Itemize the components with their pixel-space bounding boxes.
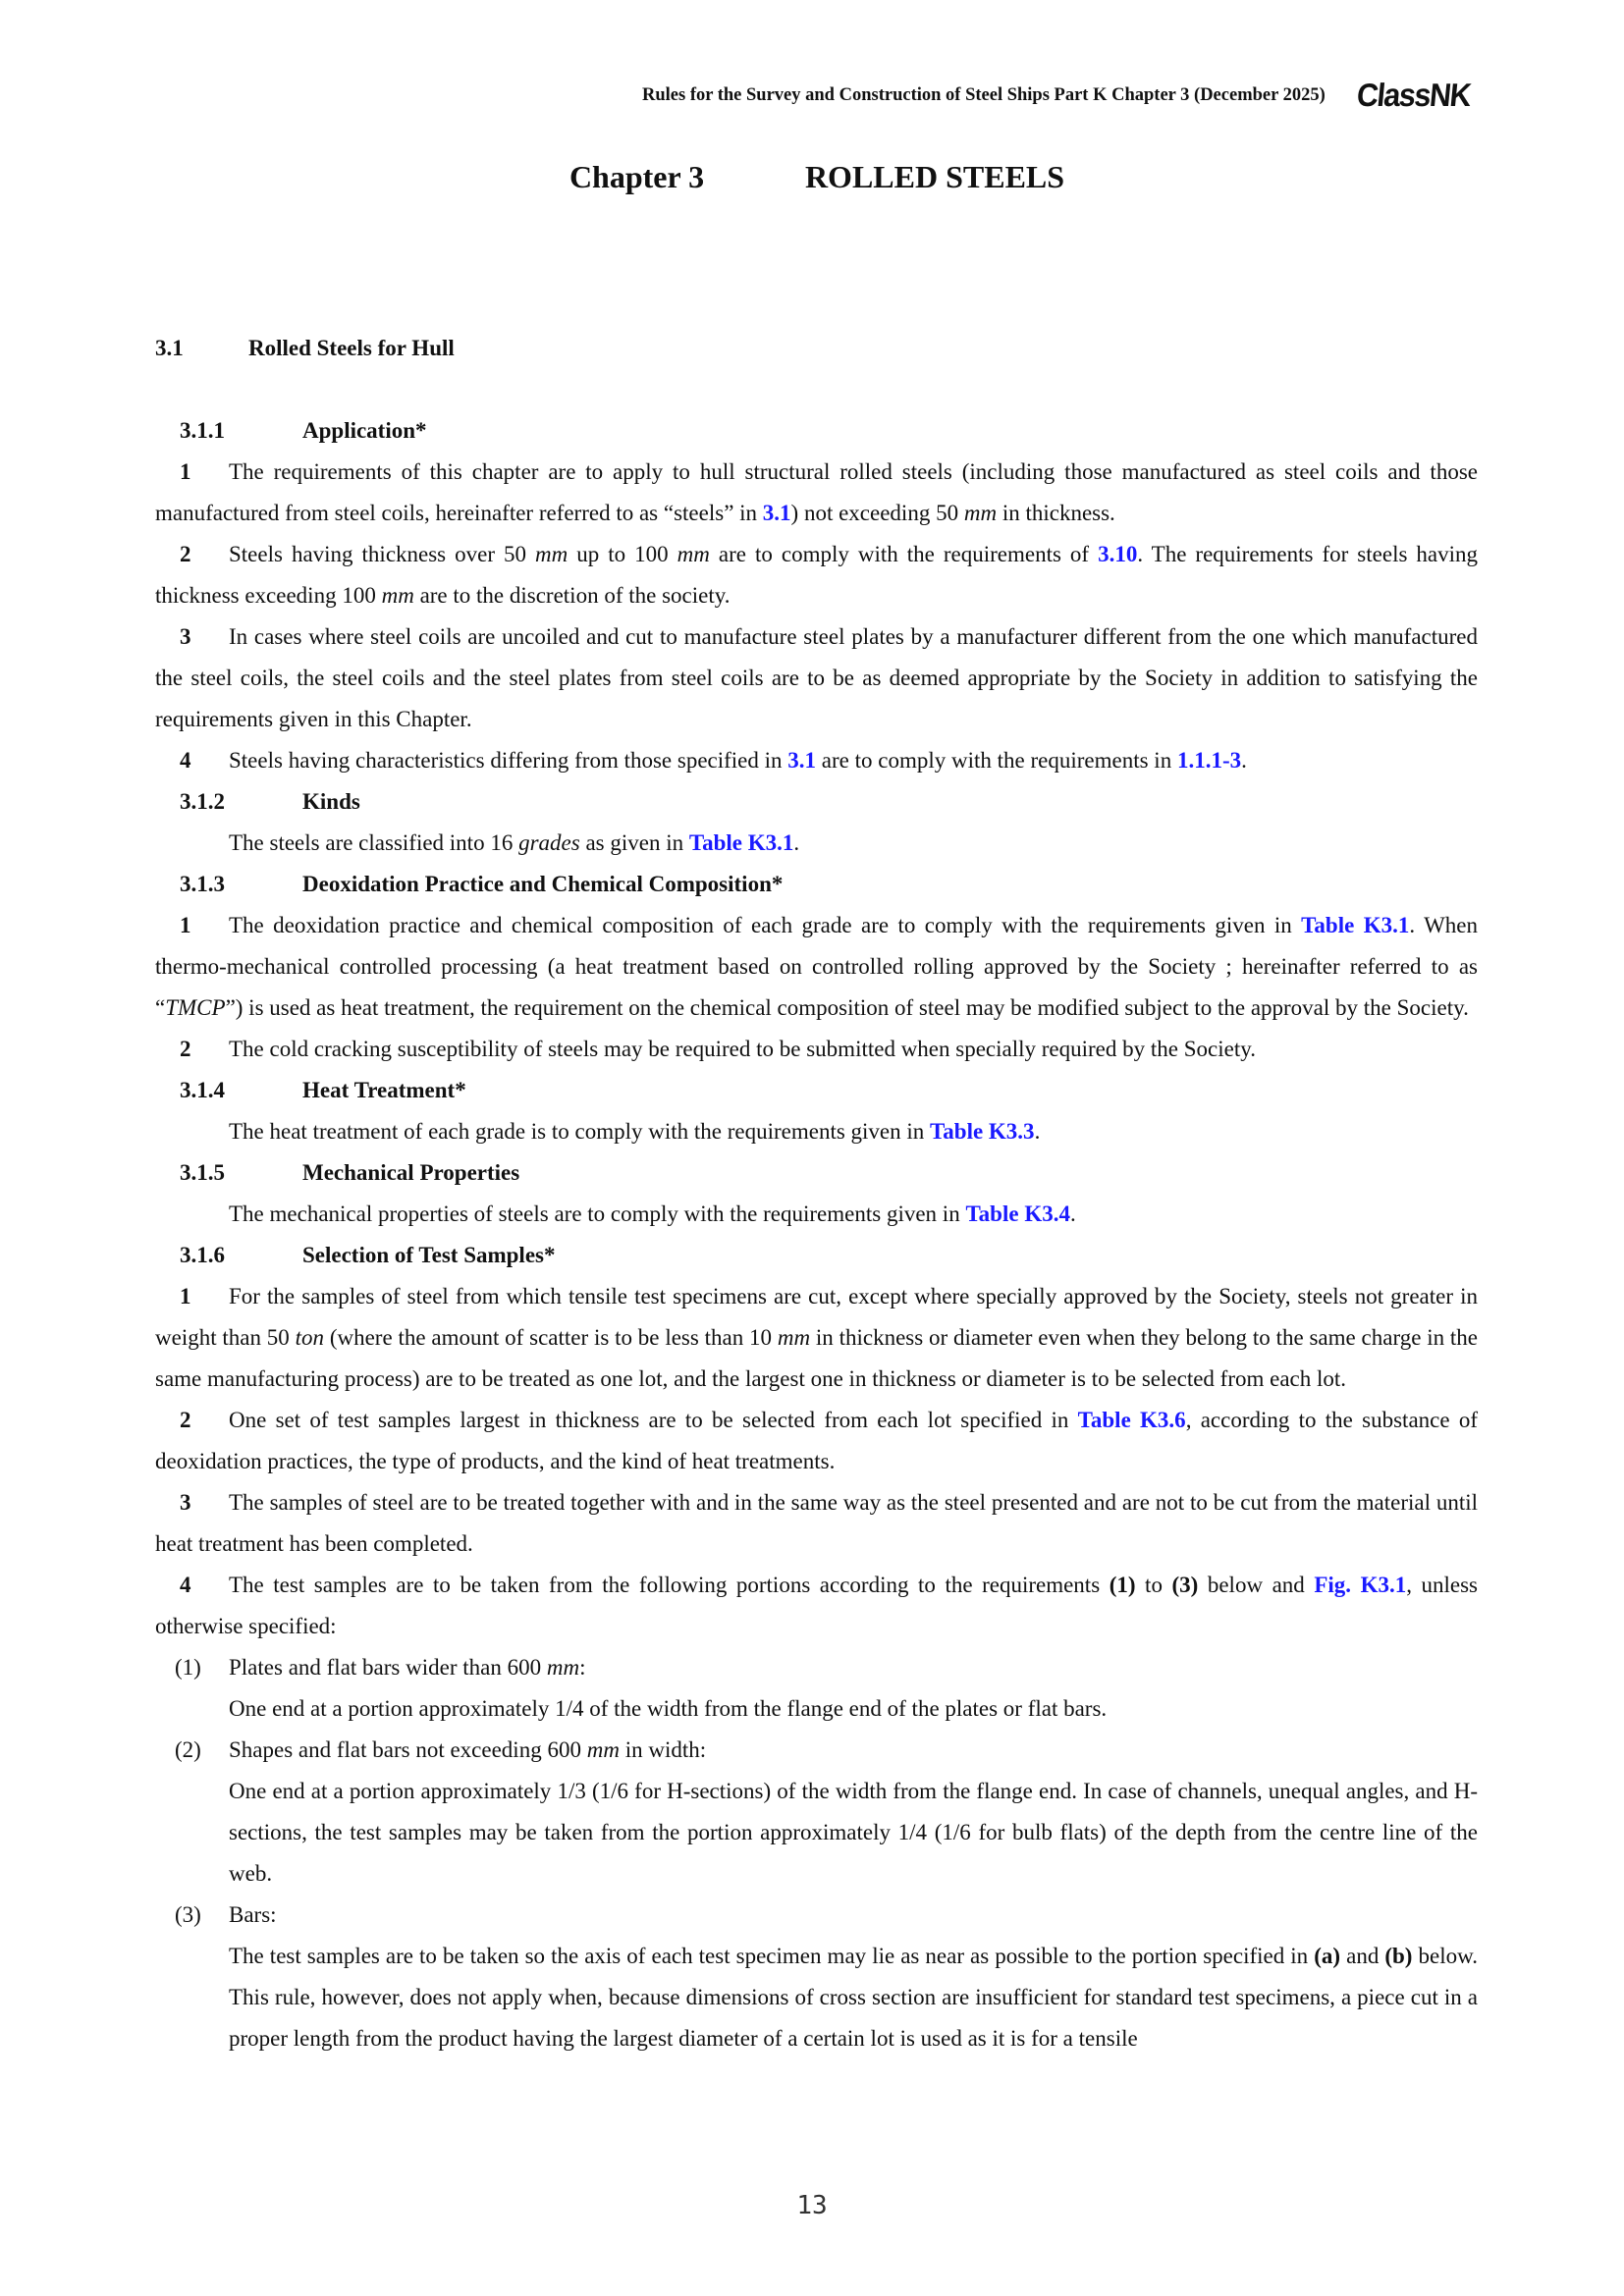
link-table-k3-1[interactable]: Table K3.1 [688, 830, 794, 855]
subsection-number: 3.1.3 [180, 872, 225, 896]
paragraph-3-1-6-3: 3 The samples of steel are to be treated together with and in the same way as the steel presented and are not to be cut from the material until heat treatment has been completed. [155, 1482, 1478, 1565]
paragraph-3-1-3-2: 2 The cold cracking susceptibility of steels may be required to be submitted when specially required by the Society. [155, 1029, 1478, 1070]
subsection-number: 3.1.2 [180, 789, 225, 814]
list-item-1: (1) Plates and flat bars wider than 600 mm: [155, 1647, 1478, 1688]
paragraph-3-1-1-3: 3 In cases where steel coils are uncoiled and cut to manufacture steel plates by a manufacturer different from the one which manufactured the steel coils, the steel coils and the steel plates from steel coils are to be as deemed appropriate by the Society in addition to satisfying the requirements given in this Chapter. [155, 616, 1478, 740]
list-item-3: (3) Bars: [155, 1895, 1478, 1936]
subsection-heading-3-1-6 [155, 1235, 1478, 1276]
paragraph-number: 1 [180, 913, 191, 937]
paragraph-number: 2 [180, 542, 191, 566]
link-1-1-1-3[interactable]: 1.1.1-3 [1176, 748, 1242, 773]
subsection-number: 3.1.5 [180, 1160, 225, 1185]
paragraph-number: 2 [180, 1037, 191, 1061]
subsection-heading-3-1-1 [155, 410, 1478, 452]
subsection-heading-3-1-2 [155, 781, 1478, 823]
subsection-heading-3-1-3 [155, 864, 1478, 905]
subsection-heading-3-1-4 [155, 1070, 1478, 1111]
list-item-2-body: One end at a portion approximately 1/3 (1/6 for H-sections) of the width from the flange end. In case of channels, unequal angles, and H-sections, the test samples may be taken from the portion approximately 1/4 (1/6 for bulb flats) of the depth from the centre line of the web. [229, 1779, 1478, 1886]
section-title: Rolled Steels for Hull [248, 336, 455, 360]
paragraph-number: 4 [180, 748, 191, 773]
list-item-number: (1) [175, 1655, 201, 1680]
link-fig-k3-1[interactable]: Fig. K3.1 [1314, 1573, 1407, 1597]
paragraph-3-1-1-4: 4 Steels having characteristics differing from those specified in 3.1 are to comply with the requirements in 1.1.1-3. [155, 740, 1478, 781]
link-table-k3-3[interactable]: Table K3.3 [930, 1119, 1035, 1144]
paragraph-number: 4 [180, 1573, 191, 1597]
subsection-title: Selection of Test Samples* [302, 1243, 556, 1267]
paragraph-3-1-6-1: 1 For the samples of steel from which tensile test specimens are cut, except where specially approved by the Society, steels not greater in weight than 50 ton (where the amount of scatter is to be less than 10 mm in thickness or diameter even when they belong to the same charge in the same manufacturing process) are to be treated as one lot, and the largest one in thickness or diameter is to be selected from each lot. [155, 1276, 1478, 1400]
paragraph-3-1-6-4: 4 The test samples are to be taken from the following portions according to the requirements (1) to (3) below and Fig. K3.1, unless otherwise specified: [155, 1565, 1478, 1647]
subsection-number: 3.1.6 [180, 1243, 225, 1267]
document-body [155, 328, 1478, 2059]
list-item-number: (3) [175, 1902, 201, 1927]
paragraph-3-1-1-1: 1 The requirements of this chapter are to apply to hull structural rolled steels (including those manufactured as steel coils and those manufactured from steel coils, hereinafter referred to as “steels” in 3.1) not exceeding 50 mm in thickness. [155, 452, 1478, 534]
link-table-k3-4[interactable]: Table K3.4 [965, 1201, 1070, 1226]
paragraph-number: 3 [180, 1490, 191, 1515]
paragraph-3-1-1-2: 2 Steels having thickness over 50 mm up to 100 mm are to comply with the requirements of 3.10. The requirements for steels having thickness exceeding 100 mm are to the discretion of the society. [155, 534, 1478, 616]
link-3-1[interactable]: 3.1 [762, 501, 791, 525]
paragraph-3-1-2: The steels are classified into 16 grades as given in Table K3.1. [229, 830, 800, 855]
link-3-10[interactable]: 3.10 [1098, 542, 1138, 566]
subsection-heading-3-1-5 [155, 1152, 1478, 1194]
paragraph-number: 1 [180, 459, 191, 484]
paragraph-3-1-5: The mechanical properties of steels are to comply with the requirements given in Table K3.4. [229, 1201, 1076, 1226]
running-title: Rules for the Survey and Construction of Steel Ships Part K Chapter 3 (December 2025) [642, 84, 1326, 105]
list-item-3-body: The test samples are to be taken so the axis of each test specimen may lie as near as possible to the portion specified in (a) and (b) below. This rule, however, does not apply when, because dimensions of cross section are insufficient for standard test specimens, a piece cut in a proper length from the product having the largest diameter of a certain lot is used as it is for a tensile [229, 1944, 1478, 2051]
running-header [0, 77, 1470, 114]
list-item-1-body: One end at a portion approximately 1/4 of the width from the flange end of the plates or flat bars. [229, 1696, 1108, 1721]
paragraph-number: 3 [180, 624, 191, 649]
subsection-title: Heat Treatment* [302, 1078, 466, 1102]
paragraph-3-1-4: The heat treatment of each grade is to comply with the requirements given in Table K3.3. [229, 1119, 1041, 1144]
subsection-title: Mechanical Properties [302, 1160, 520, 1185]
link-3-1[interactable]: 3.1 [787, 748, 817, 773]
chapter-name: ROLLED STEELS [804, 159, 1065, 194]
paragraph-3-1-3-1: 1 The deoxidation practice and chemical composition of each grade are to comply with the requirements given in Table K3.1. When thermo-mechanical controlled processing (a heat treatment based on controlled rolling approved by the Society ; hereinafter referred to as “TMCP”) is used as heat treatment, the requirement on the chemical composition of steel may be modified subject to the approval by the Society. [155, 905, 1478, 1029]
subsection-number: 3.1.4 [180, 1078, 225, 1102]
link-table-k3-6[interactable]: Table K3.6 [1077, 1408, 1186, 1432]
paragraph-number: 1 [180, 1284, 191, 1308]
list-item-2: (2) Shapes and flat bars not exceeding 600 mm in width: [155, 1730, 1478, 1771]
subsection-title: Kinds [302, 789, 360, 814]
chapter-title [0, 159, 1624, 195]
chapter-number: Chapter 3 [568, 159, 705, 194]
list-item-number: (2) [175, 1737, 201, 1762]
section-heading [155, 328, 1478, 369]
classnk-logo: ClassNK [1355, 77, 1472, 113]
paragraph-3-1-6-2: 2 One set of test samples largest in thickness are to be selected from each lot specified in Table K3.6, according to the substance of deoxidation practices, the type of products, and the kind of heat treatments. [155, 1400, 1478, 1482]
subsection-number: 3.1.1 [180, 418, 225, 443]
subsection-title: Deoxidation Practice and Chemical Composition* [302, 872, 784, 896]
section-number: 3.1 [155, 336, 184, 360]
page-number: 13 [796, 2191, 828, 2220]
link-table-k3-1[interactable]: Table K3.1 [1301, 913, 1410, 937]
subsection-title: Application* [302, 418, 427, 443]
paragraph-number: 2 [180, 1408, 191, 1432]
